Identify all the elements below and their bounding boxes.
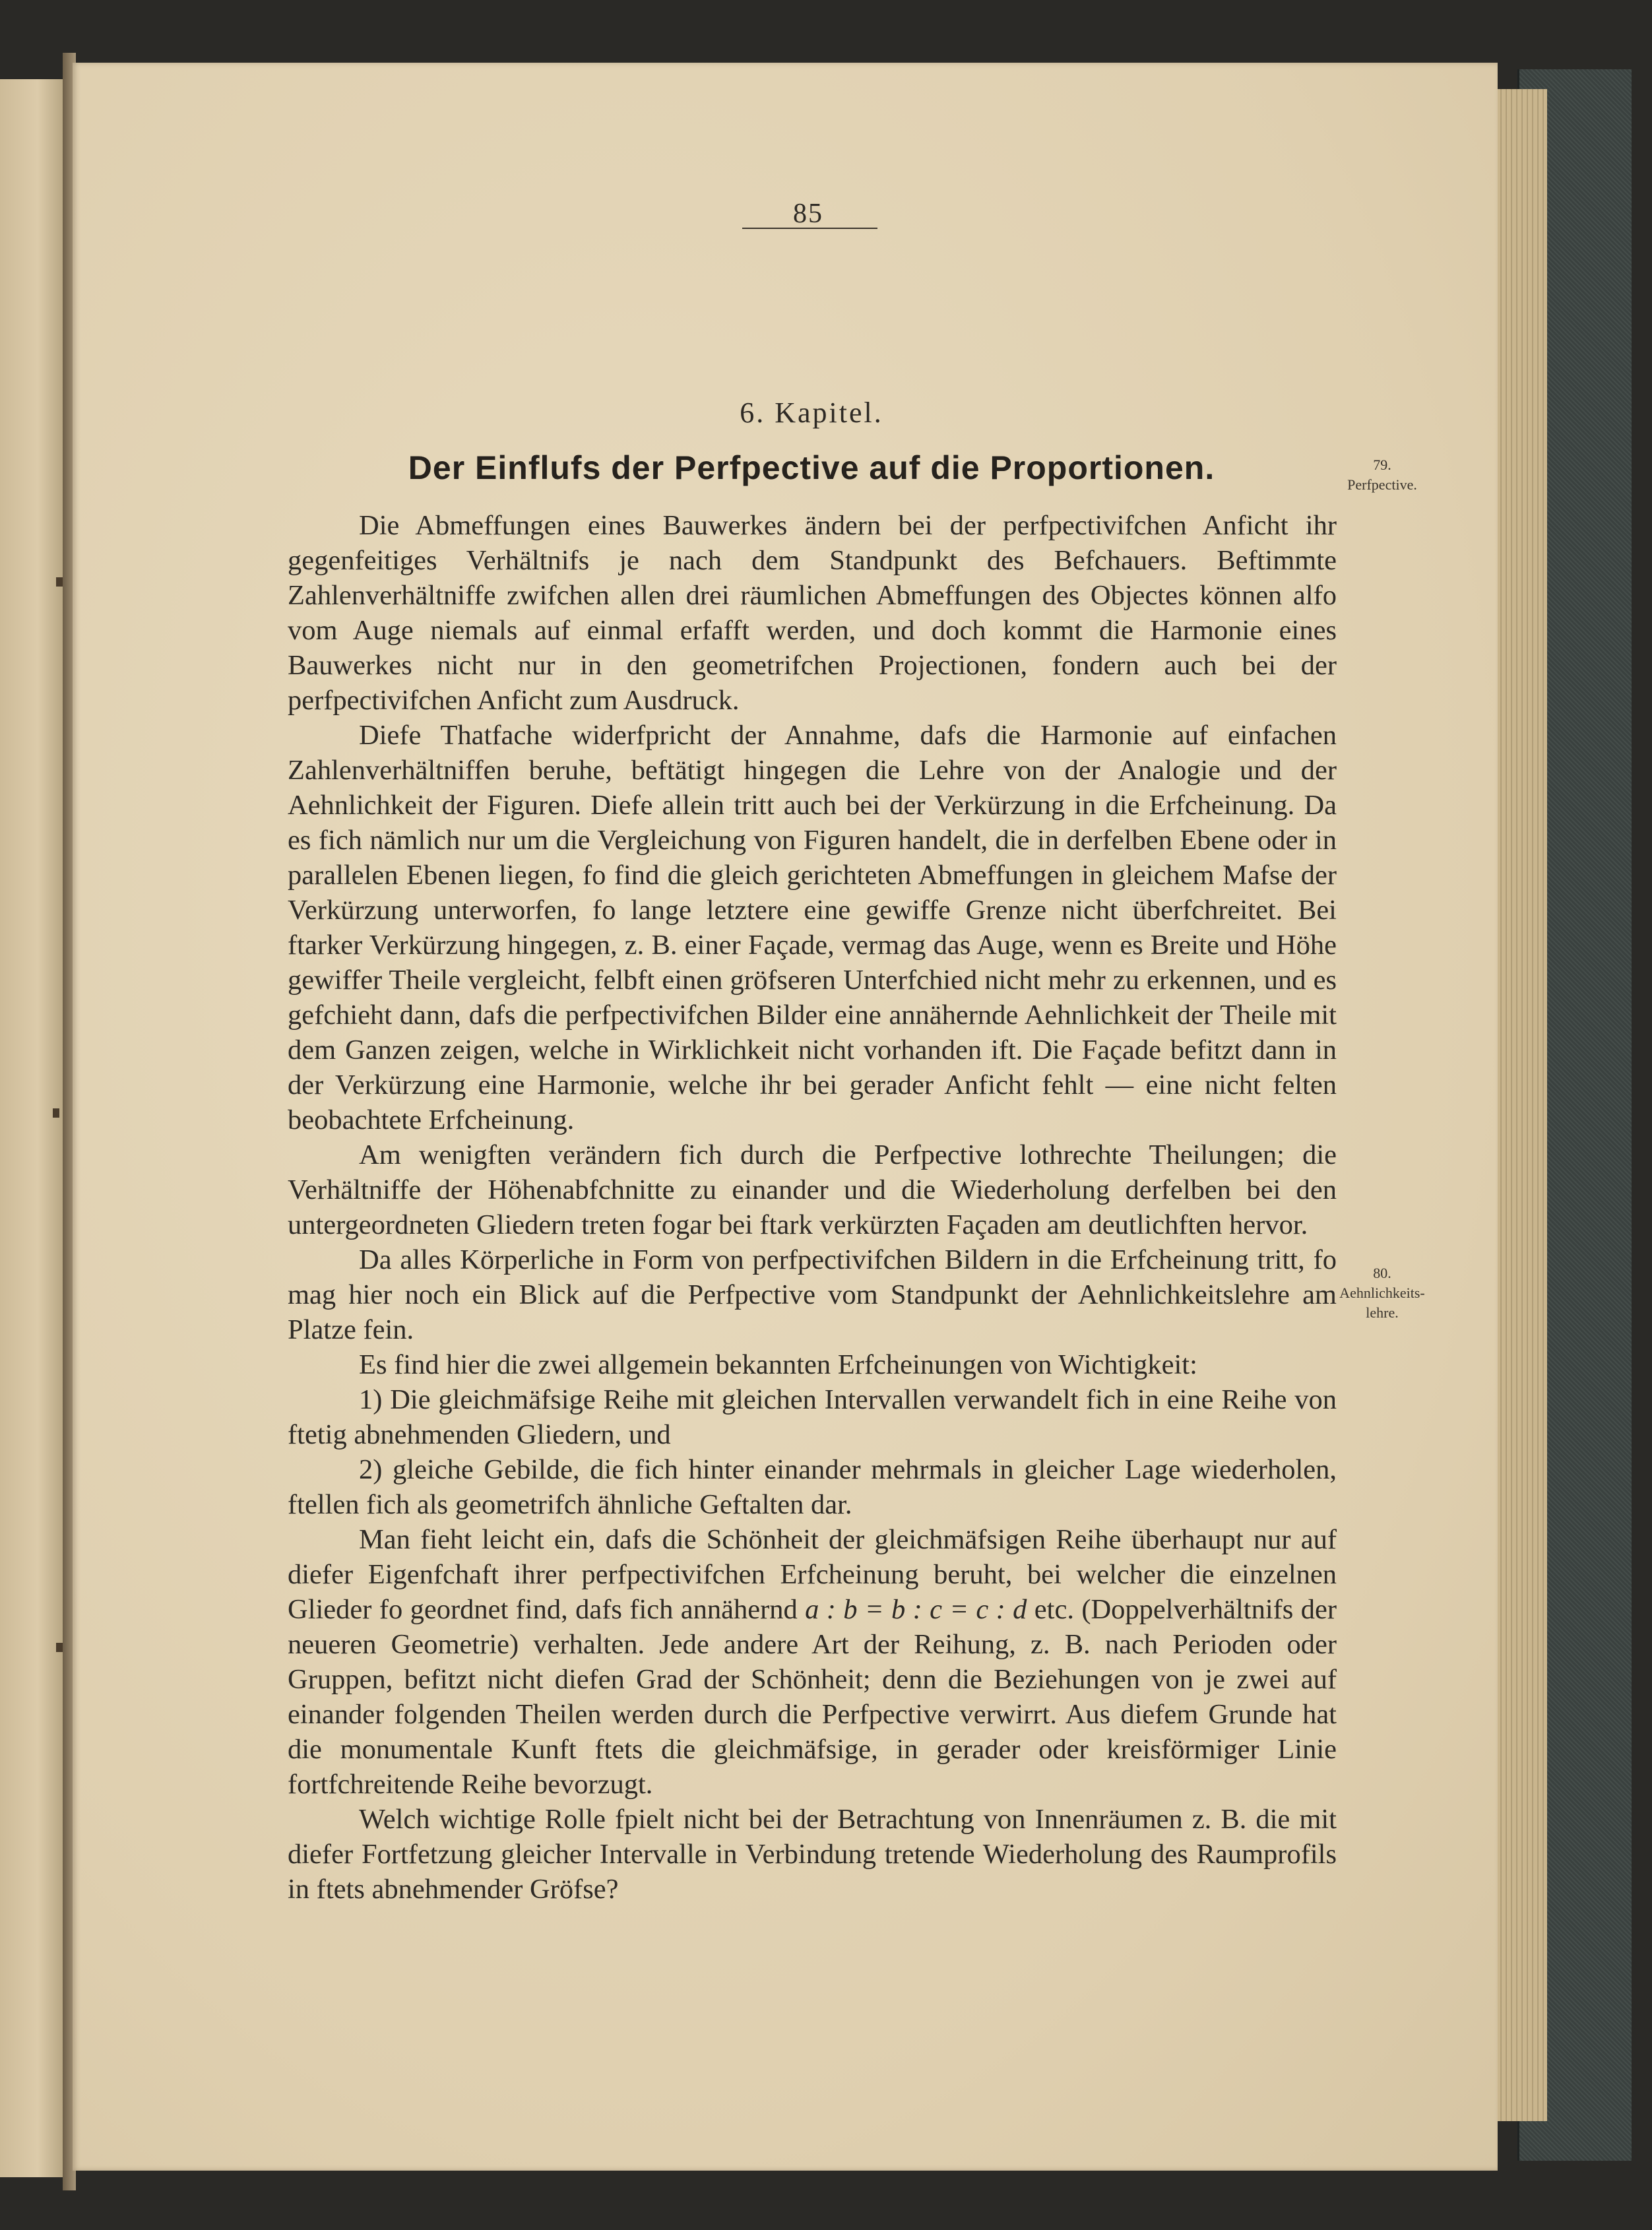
paragraph: Es find hier die zwei allgemein bekannten Erfcheinungen von Wichtigkeit: (359, 1349, 1197, 1380)
body-text (288, 508, 1337, 1907)
margin-note-number: 80. (1373, 1265, 1391, 1281)
margin-note-number: 79. (1373, 457, 1391, 473)
paragraph (288, 1522, 1337, 1802)
paragraph: Die Abmeffungen eines Bauwerkes ändern bei der perfpectivifchen Anficht ihr gegenfeitiges Verhältnifs je nach dem Standpunkt des Befchauers. Beftimmte Zahlenverhältniffe zwifchen allen drei räumlichen Abmeffungen des Objectes können alfo vom Auge niemals auf einmal erfafft werden, und doch kommt die Harmonie eines Bauwerkes nicht nur in den geometrifchen Projectionen, fondern auch bei der perfpectivifchen Anficht zum Ausdruck. (288, 510, 1337, 716)
margin-mark (56, 1643, 63, 1652)
margin-note-label: Perfpective. (1347, 476, 1417, 493)
paragraph: Am wenigften verändern fich durch die Perfpective lothrechte Theilungen; die Verhältniffe der Höhenabfchnitte zu einander und die Wiederholung derfelben bei den untergeordneten Gliedern treten fogar bei ftark verkürzten Façaden am deutlichften hervor. (288, 1139, 1337, 1240)
paragraph: Welch wichtige Rolle fpielt nicht bei der Betrachtung von Innenräumen z. B. die mit diefer Fortfetzung gleicher Intervalle in Verbindung tretende Wiederholung des Raumprofils in ftets abnehmender Gröfse? (288, 1804, 1337, 1905)
book-page (73, 63, 1498, 2171)
margin-note-label: Aehnlichkeits- (1339, 1285, 1425, 1301)
paragraph: Da alles Körperliche in Form von perfpectivifchen Bildern in die Erfcheinung tritt, fo mag hier noch ein Blick auf die Perfpective vom Standpunkt der Aehnlichkeitslehre am Platze fein. (288, 1244, 1337, 1345)
paragraph-text: Man fieht leicht ein, dafs die Schönheit der gleichmäfsigen Reihe überhaupt nur auf diefer Eigenfchaft ihrer perfpectivifchen Erfcheinung beruht, bei welcher die einzelnen Glieder fo geordnet find, dafs fich annähernd (288, 1524, 1337, 1625)
header-rule (742, 228, 877, 229)
chapter-number: 6. Kapitel. (740, 397, 883, 429)
margin-note-79 (1316, 455, 1448, 495)
margin-mark (56, 577, 63, 587)
list-item: 2) gleiche Gebilde, die fich hinter einander mehrmals in gleicher Lage wiederholen, ftellen fich als geometrifch ähnliche Geftalten dar. (288, 1454, 1337, 1520)
chapter-title: Der Einflufs der Perfpective auf die Proportionen. (408, 449, 1215, 486)
left-page-edge (0, 79, 63, 2177)
page-number: 85 (793, 199, 823, 229)
paragraph: Diefe Thatfache widerfpricht der Annahme, dafs die Harmonie auf einfachen Zahlenverhältniffen beruhe, beftätigt hingegen die Lehre von der Analogie und der Aehnlichkeit der Figuren. Diefe allein tritt auch bei der Verkürzung in die Erfcheinung. Da es fich nämlich nur um die Vergleichung von Figuren handelt, die in derfelben Ebene oder in parallelen Ebenen liegen, fo find die gleich gerichteten Abmeffungen in gleichem Mafse der Verkürzung unterworfen, fo lange letztere eine gewiffe Grenze nicht überfchreitet. Bei ftarker Verkürzung hingegen, z. B. einer Façade, vermag das Auge, wenn es Breite und Höhe gewiffer Theile vergleicht, felbft einen gröfseren Unterfchied nicht mehr zu erkennen, und es gefchieht dann, dafs die perfpectivifchen Bilder eine annähernde Aehnlichkeit der Theile mit dem Ganzen zeigen, welche in Wirklichkeit nicht vorhanden ift. Die Façade befitzt dann in der Verkürzung eine Harmonie, welche ihr bei gerader Anficht fehlt — eine nicht felten beobachtete Erfcheinung. (288, 720, 1337, 1135)
ratio-formula: a : b = b : c = c : d (805, 1594, 1027, 1625)
paragraph-text: etc. (Doppelverhältnifs der neueren Geometrie) verhalten. Jede andere Art der Reihung, z. B. nach Perioden oder Gruppen, befitzt nicht diefen Grad der Schönheit; denn die Beziehungen von je zwei auf einander folgenden Theilen werden durch die Perfpective verwirrt. Aus diefem Grunde hat die monumentale Kunft ftets die gleichmäfsige, in gerader oder kreisförmiger Linie fortfchreitende Reihe bevorzugt. (288, 1594, 1337, 1800)
margin-note-label: lehre. (1366, 1304, 1399, 1321)
list-item: 1) Die gleichmäfsige Reihe mit gleichen Intervallen verwandelt fich in eine Reihe von ftetig abnehmenden Gliedern, und (288, 1384, 1337, 1450)
margin-mark (53, 1108, 59, 1118)
